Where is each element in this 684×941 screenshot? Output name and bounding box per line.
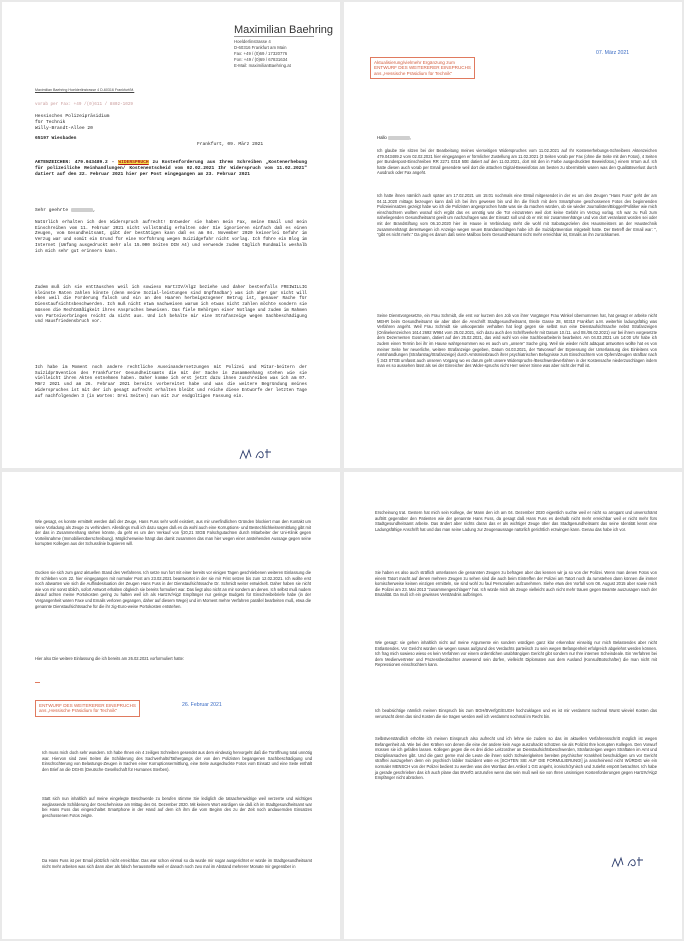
recipient-city: 65197 Wiesbaden: [35, 136, 77, 141]
redacted-name: [71, 208, 93, 212]
recipient-line-1: Hessisches Polizeipräsidium: [35, 114, 110, 119]
letterhead-city: D-60316 Frankfurt am Main: [234, 45, 287, 50]
stamp-line-3: ans „Hessische Präsidium für Technik": [374, 70, 453, 76]
letterhead-street: Hoelderlinstrasse 4: [234, 39, 271, 44]
draft-stamp: [35, 700, 140, 717]
paragraph-2: Ich hatte ihnen nämlich auch später am 17.02.2021 um 15:01 nochmals eine EMail mitgesendet in der es um den Zeugen "Hans Fuss" geht der am 04.11.2020 mittags bezeugen kann daß ich bei ihm gewesen bin und ihn die frisch mit dem Smartphone geschossenen Fotos des beginnenden Polizeieinsatzes gezeigt habe wo ich die Polizisten angesprochen hatte was sie da machen würden, ob sie wieder Journalisten/Blogger/Politiker wie mich einschüchtern wollten worauf sich ergibt das es unnötig war die Tür einzutreten weil dort keine Gefahr im Verzug vorlag. Ich war zu Fuß zum naheliegenden Gesundheitsamt geeilt um nachzufragen was der Einsatz soll und ob er mit mir zusammenhänge und von dort veranlasst worden sei oder mit der Brandstiftung vom 06.10.2020 hier im Hause in Verbindung steht die wohl mit Sabotagezielen des Hausmeisters an der Haustechnik zusammenhängt derentwegen ich Anzeige wegen neuen Brandanschlägen habe ich die Suizidprävention mitgeteilt hatte. Der Betreff der Email war: ", "gibt es nicht mehr." Da ging es darum daß seine Mailbox beim Gesundheitsamt nicht mehr erreichbar ist, Emails an ihn zurückkamen.: [377, 193, 657, 238]
stamp-line-1: Aktualisierung/vielmehr Ergänzung zum: [374, 60, 455, 65]
letterhead-divider: [234, 36, 314, 37]
letterhead-fax: Fax: +49 / (0)69 / 17320776: [234, 51, 288, 56]
subject-prefix: AKTENZEICHEN: 479.043489.2 -: [35, 160, 119, 165]
letter-date: Frankfurt, 09. März 2021: [197, 142, 264, 147]
page-date: 07. März 2021: [596, 50, 630, 56]
paragraph-1: Wie gesagt, es konnte ermittelt werden daß der Zeuge, Hans Fuss sehr wohl existiert, aus mir unerfindlichen Gründen blockiert man den Kontakt um seine Vorladung als Zeuge zu verhindern. Allerdings muß ich dazu sagen daß es da wohl auch eine Korruptions- und Bestechlichkeitsermittlung gibt mit der das in Zusammenhang stehen könnte, da geht es um den Verkauf von §20,21 StGB Falschgutachten durch Mitarbeiter der Uni-Klinik gegen Vorteilsnahme (Immobilienüberschreibung). Möglicherweise hängt das damit zusammen das man hier wegen einer anstehenden Aussage gegen seine korrupten Kollegen aus der Schusslinie bugsieren will.: [35, 519, 311, 547]
stamp-line-1: ENTWURF DES WEITERERER EINSPRUCHS: [39, 703, 136, 708]
recipient-line-2: für Technik: [35, 120, 66, 125]
fax-notice: vorab per Fax: +49 /(0)611 / 8802-1029: [35, 102, 133, 107]
paragraph-3: Wie gesagt: sie gehen inhaltlich nicht auf meine Argumente ein sondern würdigen ganz klar erkennbar einseitig nur mich Belastendes aber nicht Entlastendes. Vor Gericht würden sie wegen sowas aufgrund des Verdachts parteiisch zu sein wegen Befangenheit erfolgreich abgelehnt werden können. Ich frag mich sowieso wieso es kein Verfahren vor einem ordentlichen unabhängigen Gericht gibt sondern nur Ihre internen Scheindeale. Ein Verfahren bei dem Medienvertreter und Prozessbeobachter anwesend sein dürfen, vielleicht Diplomaten aus dem Ausland (Konsul/Botschafter) die man nicht mit Repressionen einschüchtern kann.: [375, 640, 657, 668]
paragraph-1: Ich glaube Sie sitzen bei der Bearbeitung meines vierseitigen Widerspruches vom 11.02.2021 auf Ihr Kostenerhebungs-Schreibens Aktenzeichen 479.043489.2 vom 02.02.2021 hier eingegangen er förmlicher Zustellung am 11.02.2021 (3 Seiten vorab per Fax (ohne die Seite mit den Fotos), 4 Seiten per Bundespost-Einschreiben RR 2271 0318 50E datiert auf den 11.02.2021, dort mit den in Farbe ausgedruckten Beweisfotos,) einem Irrtum auf. Ich hatte diesen auch vorab per Email gesendete weil dort die attachen Digital-Beweisfotos am besten zu übermitteln waren was den Qualitätsverlust durch Ausdruck oder Fax angeht.: [377, 148, 657, 176]
sender-return-address: Maximilian Baehring Hoelderlinstrasse 4 D-60316 Frankfurt/M.: [35, 88, 135, 92]
paragraph-5: Selbstverständlich erhöhte ich meinen Einspruch also aufrecht und ich lehne sie zudem so das im aktuellen Verfahrensschritt möglich ist wegen Befangenheit ab. Wie bei den Krähen von denen die eine der andere kein Auge auszuhackt schützen sie als Polizist Ihre korrupten Kollegen. Den Vorwurf müssen sie ich gefallen lassen. Kollegen gegen die es drei dicke Leitzordner an Dienstaufsichtsbeschwerden, Strafanzeigen wegen Straftaten im Amt und Disziplinarsachen gibt. Und die ganz gerne mal die Leute die ihnen solch Schwierigkeiten bereiten psychischer Krankheit beschuldigen um vor Gericht straffrei auszugehen denn ein psychisch labiler Suizident wäre es [SCHTEN SIE AUF DIE FORMULIERUNG!] ja anscheinend nicht WÜRDIG wie ein normaler MENSCH von der Polizei bedient zu werden was den Wortlaut des Artikel 1 GG angeht, ironisch/zynisch und zutiefst empört betrachtet. Ich habe ja gerade geschrieben das ich auch plane das BVerfG anzurufen wenn das sein muß weil sie von Ihren unsinnigen Kostenforderungen gegen HartzIV/Alg2 Empfänger nicht abrücken.: [375, 736, 657, 781]
subject-rest: zu Kostenforderung aus Ihrem Schreiben „Kostenerhebung für polizeiliche Reinhandlungen/ Kostenentscheid vom 02.02.2021 Ihr Widerspruch vom 11.02.2021" datiert auf den 22. Februar 2021 hier per Post eingegangen am 23. Februar 2021: [35, 160, 307, 177]
paragraph-4: Ich muss mich doch sehr wundern. Ich habe Ihnen ein 4 zeiliges Schreiben gesendet aus dem eindeutig hervorgeht daß die Türöffnung total unnötig war. Hiervon sind zwei Seiten die Schilderung des Sachverhalts/Tathergangs der von den Polizisten begangenen Sachbeschädigung und Einschüchterung von Belastungs-Zeugen in Sachen einer Korruptionsermittlung, eine Seite ausgedruckte Fotos vom Einsatz und eine Seite enthält den Brief an die DGHS (Deutsche Gesellschaft für Humanes Sterben).: [42, 750, 312, 772]
paragraph-2: Zudem muß ich sie enttäuschen weil ich sowieso HartzIV/Alg2 beziehe und daher bestenfalls FREIWILLIG kleinste Raten zahlen könnte (denn meine Sozial-leistungen sind Unpfändbar) was ich aber gar nicht will eben weil die Forderung falsch und ein an den Haaren herbeigezogener Betrug ist, genauer Rache für Dienstaufsichtsbeschwerden. Ich muß nicht etwa nachweisen warum ich etwas nicht zahlen möchte sondern sie müssen die Rechtmäßigkeit ihres Anspruches beweisen. Das fiele Behörgen einer Notlage und zudem im Rahmen von Parteivorbringen reicht da nicht aus. Und ich behalte mir eine Strafanzeige wegen Sachbeschädigung und Hausfriedensbruch vor.: [35, 285, 307, 325]
letterhead-name: Maximilian Baehring: [234, 24, 334, 36]
subject-highlight: WIDERSPRUCH: [118, 160, 149, 165]
letter-page-3: [2, 472, 340, 939]
page-date: 26. Februar 2021: [182, 702, 222, 708]
stamp-line-2: ENTWURF DES WEITERERER EINSPRUCHS: [374, 65, 471, 71]
letter-page-4: [344, 472, 682, 939]
greeting: Sehr geehrte ,: [35, 208, 96, 214]
letter-page-1: [2, 2, 340, 468]
paragraph-3: Seine Dienstvorgesetzte, ein Frau Schmidt, die erst vor kurzem den Job von ihrer Vorgänger Frau Winkel übernommen hat, hat gesagt er arbeite nicht MEHR beim Gesundheitsamt sie aber über die Anschrift Stadtgesundheitsamt, Breite Gasse 28, 60310 Frankfurt a.M. weiterhin ladungsfähig was Verfahren angeht. Weil Frau Schmidt sie unkooperativ verhalten hat liegt gegen sie selbst nun eine Dienstaufsichtsache nebst Strafanzeigen (Onlinekenzeichen 1614 2692 W984 vom 25.02.2021, sich dazu auch den Schriftverkehr mit Datum 10./11. und 08./06.02.2021) vor bei ihrem vorgesetzte dem Dezernenten Gosmann, datiert auf den 25.02.2021, das wird wohl von eine Sachbearbeiterin bearbeitet. Am 04.03.2021 um 14:00 Uhr habe ich zudem einen Termin bei ihr im Hause wahrgenommen wo es auch um „unsere" Sache ging. Weil sie wieder nicht adäquat antworten wollte hat es von meiner Seite her neuerliche, weitere Strafanzeige gegeben, Datum 04.03.2021, der Tatvorwurf der Erpressung der Unterlassung des Einleitens von Amtshandlungen (Strafantrag/Strafanzeige) durch Amtsmissbrauch ihrer psychiatrischen Befugnisse zum Einschüchtern von Opfern/Zeugen strafbar nach § 343 STGB umfasst auch unseren Vorgang wo es darum geht unsere Widerspruchs-/Beschwerdeverfahren in der Kostensache niederzuschlagen indem man es so aussehen lässt als sei der Einreicher des Wider-spruchs nicht Herr seiner Sinne was aber nicht der Fall ist.: [377, 313, 657, 369]
signature-image: [238, 446, 278, 462]
greeting-text: Hallo: [377, 135, 387, 140]
redacted-name: [388, 136, 410, 140]
greeting: Hallo ,: [377, 135, 412, 140]
paragraph-2: Gucken sie sich zum ganz aktuellen Stand des Verfahrens. Ich setze nun fort mit einer bereits vor einigen Tagen geschriebenen weiteren Einlassung die Ihr schleben vom 22. hier eingegangen mit normaler Post am 23.02.2021 beantwortet in der sie mir Frist setzen bis zum 12.02.2021. Ich wollte erst noch abwarten wie sich die Auffindesituation der Zeugen Hans Fuss in der Dienstaufsichtssache Dr. Schmidt weiter entwickelt. Daher haben sie nicht wie von mir sonst üblich, sofort Antwort erhalten obgleich sie bereits formuliert war. Das liegt also nicht an mir sondern an denen. Ich selbst muß nudem darauf achten meine Portokosten gering zu halten weil ich als HartzIV/Alg2 Empfänger nur geringe Budgets für Einschreibebriefe habe (in der Vergangenheit waren Faxe und Emails verloren gegangen, daher auf diesem Wege) und im Moment mehre Verfahren parallel bearbeiten muß, etwa die genannte Dienstaufsichtssache für die ihr zig-Euro-weise Portokosten entstehen.: [35, 570, 311, 609]
stamp-line-2: ans „Hessische Präsidium für Technik": [39, 708, 118, 714]
paragraph-4: Ich beabsichtige nämlich meinen Einspruch bis zum BGH/BVerfgG/EUGH hochzuklagen und es ist mir verdammt nochmal Wurst wieviel Kosten das verursacht denn das sind Kosten die sie tragen werden weil ich verdammt nochmal im Recht bin.: [375, 708, 657, 719]
paragraph-1: Erscheinung trat. Gestern hat mich sein Kollege, der Mann den ich am 04. Dezember 2020 eigentlich suchte weil er nicht so arrogant und unverschämt auftritt gegenüber den Patienten wie der genannte Hans Fuss, da gesagt daß Hans Fuss es deshalb nicht mehr erreichbar weil er nicht mehr fürs Stadtgesundheitsamt arbeite. Das ändert aber nichts daran das er als wichtiger Zeuge über das Stadtgesundheitsamt das seine Identität kennt eine Ladungsfähige Anschrift hat und das man seine Ladung zur Zeugenaussage natürlich gerichtlich erzwingen kann. Genau das habe ich vor.: [375, 510, 657, 532]
greeting-text: Sehr geehrte: [35, 208, 69, 214]
paragraph-6: Da Hans Fuss ist per Email plötzlich nicht erreichbar. Das war schon einmal so da wurde mir sogar ausgerichtet er würde im Stadtgesundheitsamt nicht mehr arbeiten was sich dann aber als falsch herausstellte weil er danach noch zwo mal im Abstand mehrerer Monate mir gegenüber in: [42, 858, 312, 869]
subject-line: [35, 160, 307, 178]
paragraph-2: Sie haben es also auch sträflich unterlassen die genannten Zeugen zu befragen aber das kennen wir ja so von der Polizei. Wenn man denen Fotos von einem Tatort macht auf denen mehrere Zeugen zu sehen sind die auch beim Eintreffen der Polizei am Tatort noch da rumstehen dann können die immer komischerweise keinen einzigen ermitteln, sie sind wohl zu faul Personalien aufzunehmen. Siehe etwa den Vorfall vom 08. August 2015 aber sowie mich die Polizei am 23. Mai 2013 "zusammengeschlagen" hat. Ich würde mich als Zeuge vielleicht auch nicht mehr trauen gegen Beamte auszusagen nach der Brutalität. Da muß ich ein gewisses Verständnis aufbringen.: [375, 570, 657, 598]
paragraph-3: Hier also Die weitere Einlassung die ich bereits am 26.02.2021 vorformuliert hatte:: [35, 656, 185, 661]
letter-page-2: [344, 2, 682, 468]
paragraph-5: Statt sich nun inhaltlich auf meine eingelegte Beschwerde zu berufen stimme Sie lediglich die tatsachenwidrige weil verzerrte und wichtiges weglassende Schilderung der Geschehnisse am Mittag des 04. Dezember 2020. Mit keinem Wort würdigen sie daß ich im Stadtgesundheitsamt war bei Hans Fuss das eingeschaltet Smartphone in der Hand auf dem ich ihm die vom Beginn des zu der Zeit noch andauernden Einsatzes geschossenen Fotos zeigte.: [42, 796, 312, 818]
letterhead-email: E-Mail: maximilianBaehring.at: [234, 63, 291, 68]
signature-image: [610, 854, 650, 870]
draft-stamp: [370, 57, 475, 79]
stamp-marker: [35, 682, 40, 683]
paragraph-1: Natürlich erhalten ich den Widerspruch aufrecht! Entweder sie haben mein Fax, meine Email und mein Einschreiben vom 11. Februar 2021 nicht vollständig erhalten oder Sie ignorieren einfach daß es einen Zeugen, vom Gesundheitsamt, gibt der bestätigen kann daß es am 04. November 2020 keinerlei Gefahr im Verzug war und somit ein Grund für eine Vorführung wegen Suizidgefahr nicht vorlag. Ich führe ein Blog im Internet (Umfang ausgedruckt mehr als 15.000 Seiten DIN A4) und verwende zudem täglich Rundmails weshalb ich mich sehr gut erinnern kann.: [35, 220, 307, 254]
paragraph-3: Ich habe im Moment noch andere rechtliche Auseinandersetzungen mit Polizei und Mitar-beitern der Suizidprävention des Frankfurter Gesundheitsamts die mit der Sache in Zusammenhang stehen wie sie vielleicht ihren Akten entnehmen haben. Daher komme ich erst jetzt dazu ihnen zuschreiben was ich am 07. März 2021 und am 26. Februar 2021 bereits vorbereitet habe und was die weitere Begründung meines Widerspruches ist mit der ich gesagt aufrecht erhalten bleibt und reiche diese Entwürfe der letzten Tage auf nachfolgenden 3 (in Worten: Drei Seiten) nun mit zur endgültigen Fassung ein.: [35, 365, 307, 399]
letterhead-phone: Fon: +49 / (0)69 / 67831634: [234, 57, 288, 62]
recipient-line-3: Willy-Brandt-Allee 20: [35, 126, 93, 131]
